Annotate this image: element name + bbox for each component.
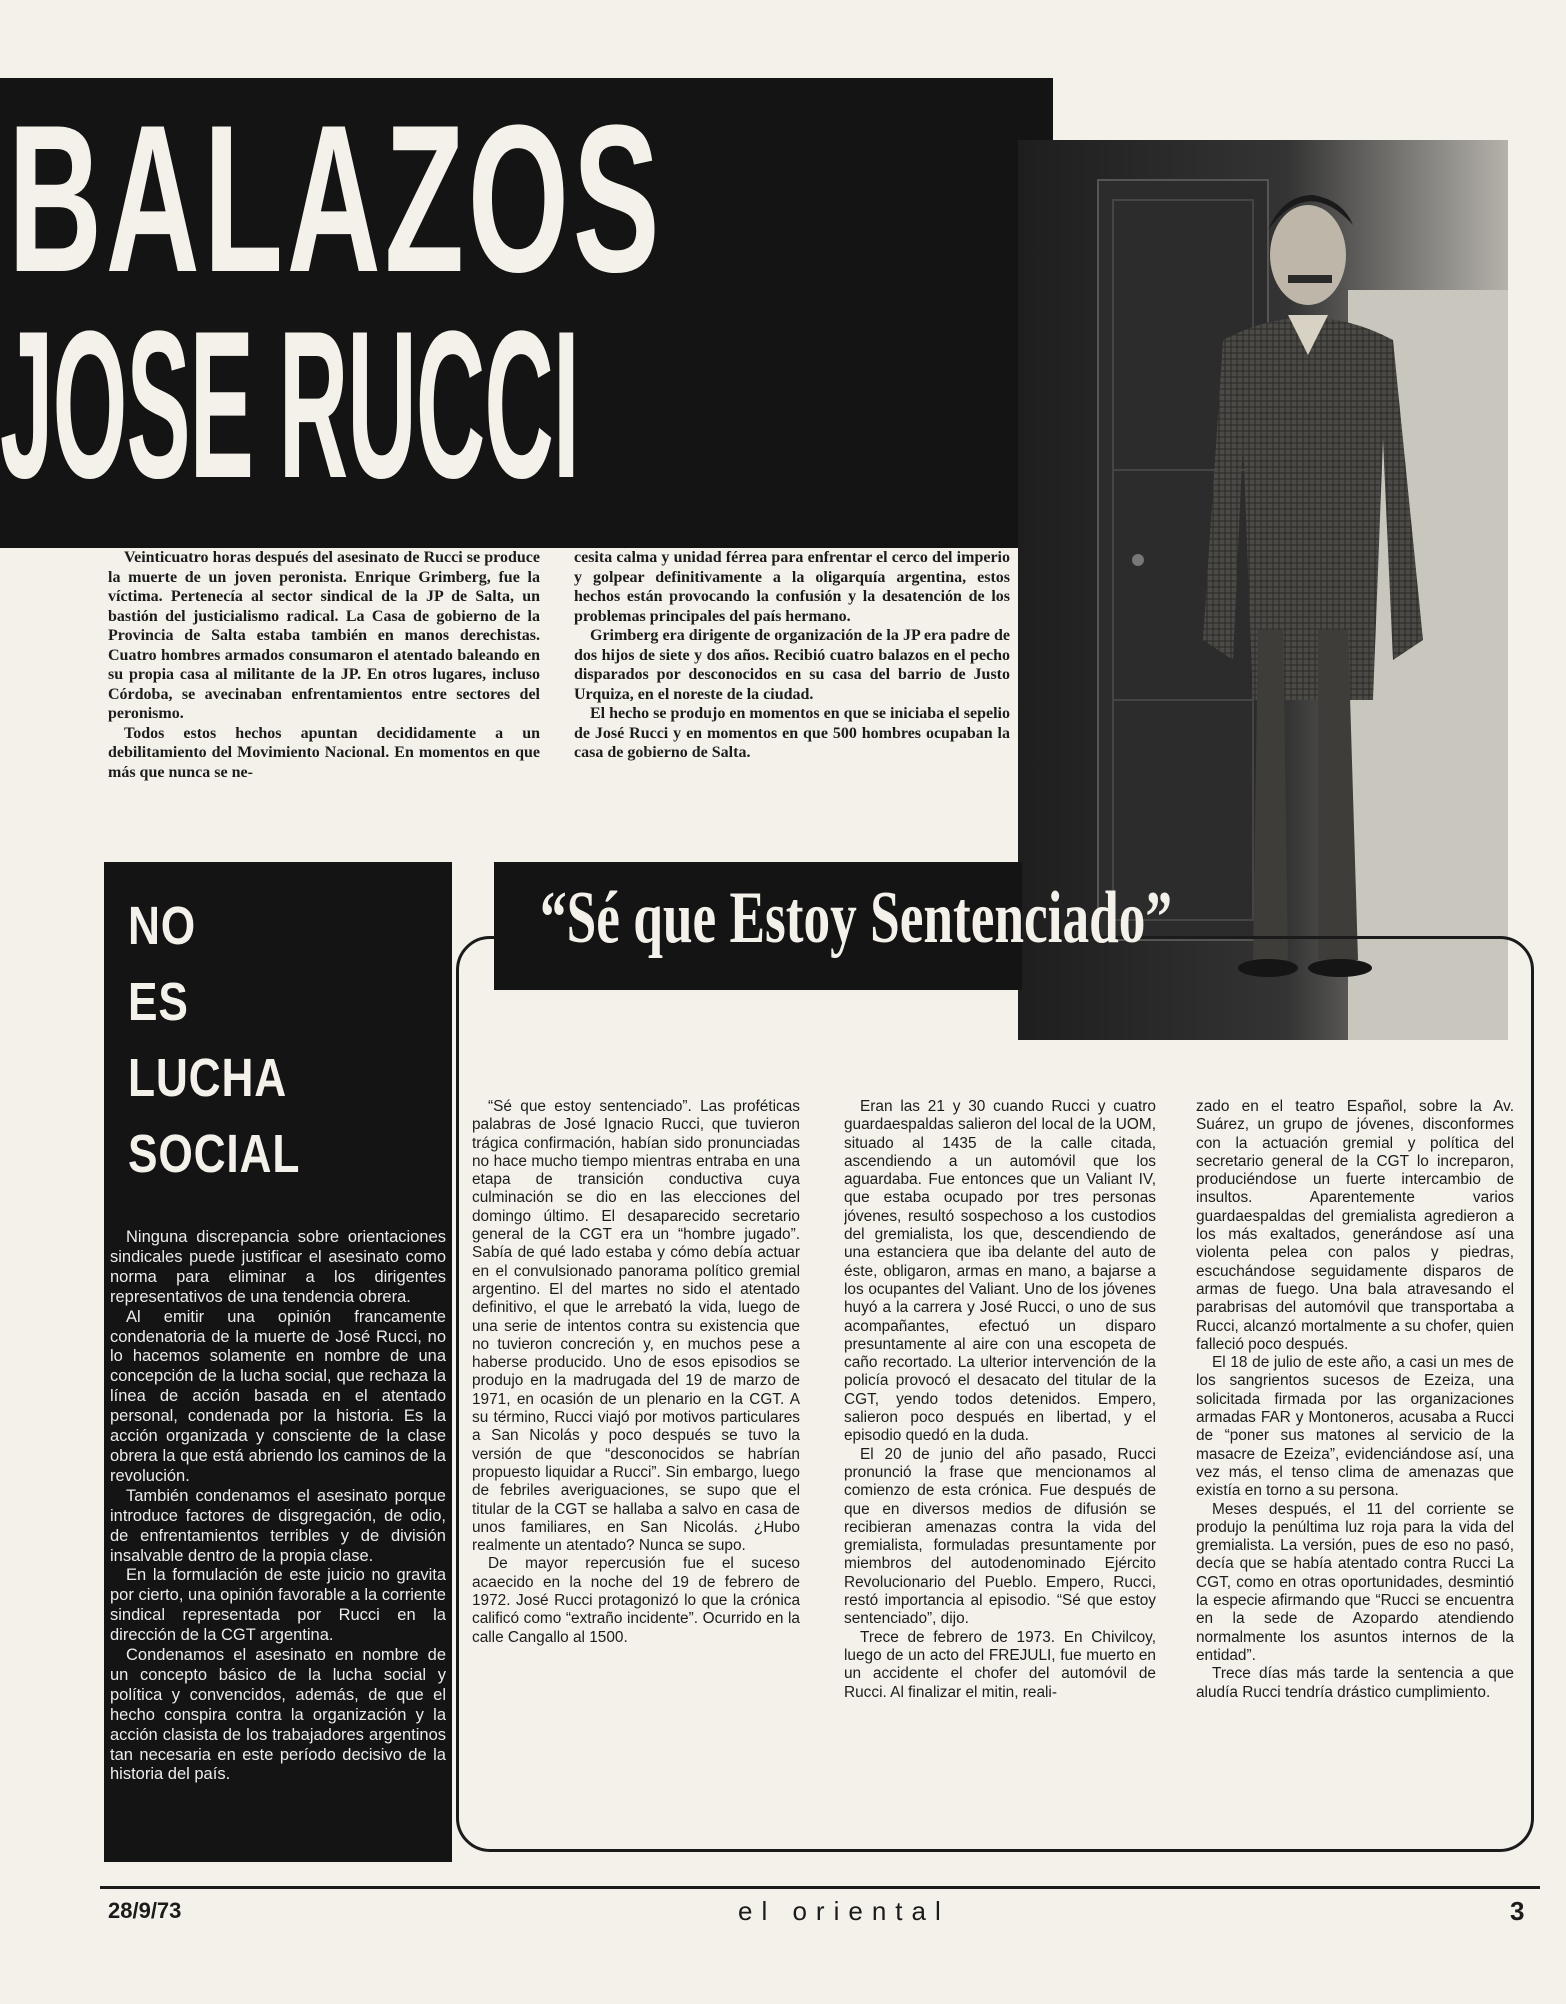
- sidebar-paragraph: En la formulación de este juicio no gravita por cierto, una opinión favorable a la corriente sindical representada por Rucci en la dirección de la CGT argentina.: [110, 1566, 446, 1645]
- feature-paragraph: Trece días más tarde la sentencia a que aludía Rucci tendría drástico cumplimiento.: [1196, 1665, 1514, 1701]
- intro-paragraph: Grimberg era dirigente de organización de la JP era padre de dos hijos de siete y dos años. Recibió cuatro balazos en el pecho disparados por desconocidos en su casa del barrio de Justo Urquiza, en el noreste de la ciudad.: [574, 627, 1010, 703]
- sidebar-title-line: NO: [128, 896, 197, 956]
- headline-line-1: BALAZOS: [8, 81, 664, 316]
- feature-paragraph: De mayor repercusión fue el suceso acaecido en la noche del 19 de febrero de 1972. José Rucci protagonizó lo que la crónica calificó como “extraño incidente”. Ocurrido en la calle Cangallo al 1500.: [472, 1555, 800, 1646]
- feature-title: “Sé que Estoy Sentenciado”: [540, 877, 1173, 959]
- feature-column-2: [844, 1098, 1156, 1842]
- sidebar-text: [110, 1228, 446, 1858]
- sidebar-paragraph: Ninguna discrepancia sobre orientaciones sindicales puede justificar el asesinato como norma para eliminar a los dirigentes representativos de una tendencia obrera.: [110, 1228, 446, 1306]
- feature-column-3: [1196, 1098, 1514, 1842]
- footer-rule: [100, 1886, 1540, 1889]
- intro-paragraph: Veinticuatro horas después del asesinato de Rucci se produce la muerte de un joven peronista. Enrique Grimberg, fue la víctima. Pertenecía al sector sindical de la JP de Salta, un bastión del justicialismo radical. La Casa de gobierno de la Provincia de Salta estaba también en manos derechistas. Cuatro hombres armados consumaron el atentado baleando en su propia casa al militante de la JP. En otros lugares, incluso Córdoba, se avecinaban enfrentamientos entre sectores del peronismo.: [108, 549, 540, 722]
- sidebar-title-line: ES: [128, 972, 189, 1032]
- issue-date: 28/9/73: [108, 1898, 182, 1923]
- sidebar-paragraph: Al emitir una opinión francamente condenatoria de la muerte de José Rucci, no lo hacemos solamente en nombre de una concepción de la lucha social, que rechaza la línea de acción basada en el atentado personal, condenada por la historia. Es la acción organizada y consciente de la clase obrera la que está abriendo los caminos de la revolución.: [110, 1307, 446, 1485]
- feature-paragraph: “Sé que estoy sentenciado”. Las proféticas palabras de José Ignacio Rucci, que tuvieron trágica confirmación, habían sido pronunciadas no hace mucho tiempo mientras entraba en una etapa de transición conductiva cuya culminación se dio en las elecciones del domingo último. El desaparecido secretario general de la CGT era un “hombre jugado”. Sabía de qué lado estaba y cómo debía actuar en el convulsionado panorama político gremial argentino. El del martes no sido el atentado definitivo, el que le arrebató la vida, luego de una serie de intentos contra su existencia que no tuvieron concreción y, en muchos pese a haberse producido. Uno de esos episodios se produjo en la madrugada del 19 de marzo de 1971, en ocasión de un plenario en la CGT. A su término, Rucci viajó por motivos particulares a San Nicolás y poco después se tuvo la versión de que “desconocidos se habrían propuesto liquidar a Rucci”. Sin embargo, luego de febriles averiguaciones, se supo que el titular de la CGT se hallaba a salvo en casa de unos familiares, en San Nicolás. ¿Hubo realmente un atentado? Nunca se supo.: [472, 1098, 800, 1555]
- feature-column-1: [472, 1098, 800, 1842]
- feature-paragraph: El 18 de julio de este año, a casi un mes de los sangrientos sucesos de Ezeiza, una solicitada firmada por las organizaciones armadas FAR y Montoneros, acusaba a Rucci de “poner sus matones al servicio de la masacre de Ezeiza”, evidenciándose así, una vez más, el tenso clima de amenazas que existía en torno a su persona.: [1196, 1354, 1514, 1500]
- page-number: 3: [1510, 1896, 1525, 1926]
- feature-paragraph: zado en el teatro Español, sobre la Av. Suárez, un grupo de jóvenes, disconformes con la actuación gremial y política del secretario general de la CGT lo increparon, produciéndose un fuerte intercambio de insultos. Aparentemente varios guardaespaldas del gremialista agredieron a los más exaltados, generándose así una violenta pelea con palos y piedras, escuchándose seguidamente disparos de armas de fuego. Una bala atravesando el parabrisas del automóvil que transportaba a Rucci, alcanzó mortalmente a su chofer, quien falleció poco después.: [1196, 1098, 1514, 1353]
- intro-column-2: [574, 548, 1010, 858]
- headline-line-2: JOSE RUCCI: [0, 287, 579, 522]
- feature-paragraph: El 20 de junio del año pasado, Rucci pronunció la frase que mencionamos al comienzo de esta crónica. Fue después de que en diversos medios de difusión se recibieran amenazas contra la vida del gremialista, formuladas presuntamente por miembros del autodenominado Ejército Revolucionario del Pueblo. Empero, Rucci, restó importancia al episodio. “Sé que estoy sentenciado”, dijo.: [844, 1445, 1156, 1628]
- intro-paragraph: El hecho se produjo en momentos en que se iniciaba el sepelio de José Rucci y en momentos en que 500 hombres ocupaban la casa de gobierno de Salta.: [574, 705, 1010, 761]
- feature-paragraph: Eran las 21 y 30 cuando Rucci y cuatro guardaespaldas salieron del local de la UOM, situado al 1435 de la calle citada, ascendiendo a un automóvil que los aguardaba. Fue entonces que un Valiant IV, que estaba ocupado por tres personas jóvenes, resultó sospechoso a los custodios del gremialista, los que, descendiendo de una estanciera que iba delante del auto de éste, obligaron, armas en mano, a bajarse a los ocupantes del Valiant. Uno de los jóvenes huyó a la carrera y José Rucci, o uno de sus acompañantes, efectuó un disparo presuntamente al aire con una escopeta de caño recortado. La ulterior intervención de la policía provocó el desacato del titular de la CGT, yendo todos detenidos. Empero, salieron poco después en libertad, y el episodio quedó en la duda.: [844, 1098, 1156, 1445]
- sidebar-title: [128, 888, 428, 1192]
- intro-paragraph: cesita calma y unidad férrea para enfrentar el cerco del imperio y golpear definitivamente a la oligarquía argentina, estos hechos están provocando la confusión y la desatención de los problemas principales del país hermano.: [574, 549, 1010, 625]
- intro-paragraph: Todos estos hechos apuntan decididamente a un debilitamiento del Movimiento Nacional. En momentos en que más que nunca se ne-: [108, 724, 540, 781]
- sidebar-paragraph: También condenamos el asesinato porque introduce factores de disgregación, de odio, de enfrentamientos terribles y de división insalvable dentro de la propia clase.: [110, 1486, 446, 1565]
- sidebar-title-line: SOCIAL: [128, 1124, 301, 1184]
- sidebar-title-line: LUCHA: [128, 1048, 288, 1108]
- publication-name: el oriental: [738, 1896, 950, 1926]
- intro-column-1: [108, 548, 540, 858]
- sidebar-paragraph: Condenamos el asesinato en nombre de un concepto básico de la lucha social y política y convencidos, además, de que el hecho conspira contra la organización y la acción clasista de los trabajadores argentinos tan necesaria en este período decisivo de la historia del país.: [110, 1646, 446, 1784]
- feature-paragraph: Trece de febrero de 1973. En Chivilcoy, luego de un acto del FREJULI, fue muerto en un accidente el chofer del automóvil de Rucci. Al finalizar el mitin, reali-: [844, 1628, 1156, 1701]
- feature-paragraph: Meses después, el 11 del corriente se produjo la penúltima luz roja para la vida del gremialista. La versión, pues de eso no pasó, decía que se había atentado contra Rucci La CGT, como en otras oportunidades, desmintió la especie afirmando que “Rucci se encuentra en la sede de Azopardo atendiendo normalmente los asuntos internos de la entidad”.: [1196, 1500, 1514, 1664]
